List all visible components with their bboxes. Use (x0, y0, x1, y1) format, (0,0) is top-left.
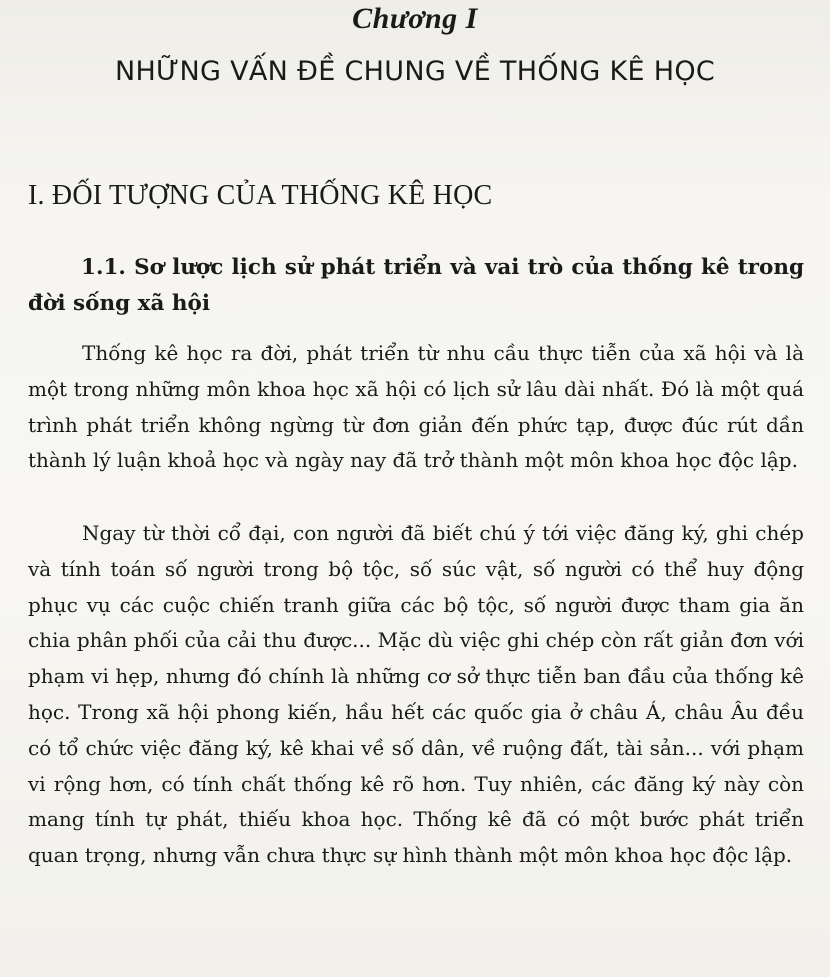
chapter-label: Chương I (352, 2, 478, 35)
paragraph-2: Ngay từ thời cổ đại, con người đã biết chú ý tới việc đăng ký, ghi chép và tính toán số người trong bộ tộc, số súc vật, số người có thể huy động phục vụ các cuộc chiến tranh giữa các bộ tộc, số người được tham gia ăn chia phân phối của cải thu được... Mặc dù việc ghi chép còn rất giản đơn với phạm vi hẹp, nhưng đó chính là những cơ sở thực tiễn ban đầu của thống kê học. Trong xã hội phong kiến, hầu hết các quốc gia ở châu Á, châu Âu đều có tổ chức việc đăng ký, kê khai về số dân, về ruộng đất, tài sản... với phạm vi rộng hơn, có tính chất thống kê rõ hơn. Tuy nhiên, các đăng ký này còn mang tính tự phát, thiếu khoa học. Thống kê đã có một bước phát triển quan trọng, nhưng vẫn chưa thực sự hình thành một môn khoa học độc lập. (28, 521, 804, 868)
subsection-heading (28, 250, 804, 322)
chapter-title: NHỮNG VẤN ĐỀ CHUNG VỀ THỐNG KÊ HỌC (114, 56, 716, 87)
paragraph-1: Thống kê học ra đời, phát triển từ nhu cầu thực tiễn của xã hội và là một trong những môn khoa học xã hội có lịch sử lâu dài nhất. Đó là một quá trình phát triển không ngừng từ đơn giản đến phức tạp, được đúc rút dần thành lý luận khoả học và ngày nay đã trở thành một môn khoa học độc lập. (28, 341, 804, 473)
subsection-heading-text: 1.1. Sơ lược lịch sử phát triển và vai trò của thống kê trong đời sống xã hội (28, 255, 804, 316)
section-heading: I. ĐỐI TƯỢNG CỦA THỐNG KÊ HỌC (28, 180, 493, 211)
